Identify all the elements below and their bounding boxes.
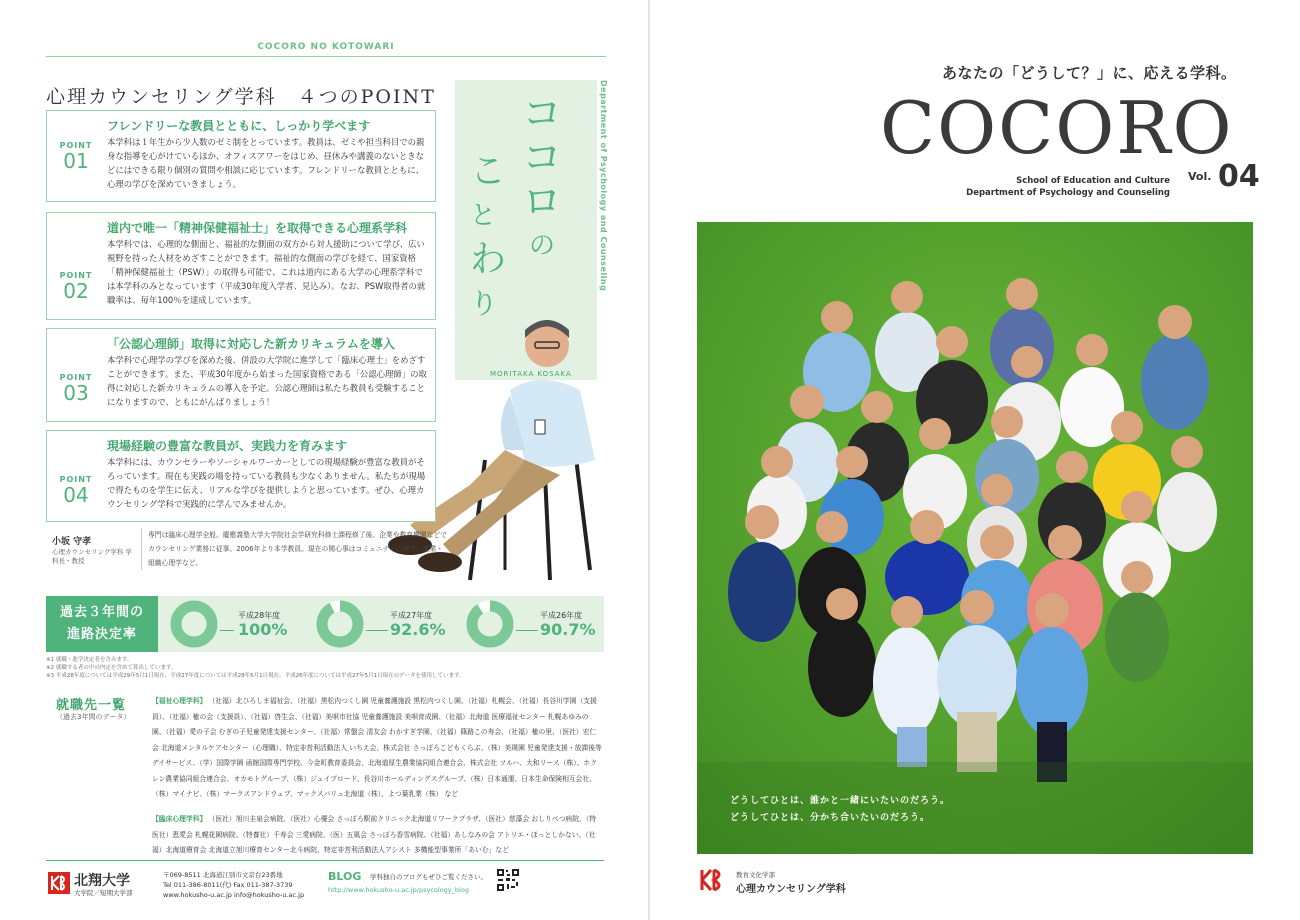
university-sub: 大学院／短期大学部 bbox=[74, 889, 133, 897]
jobs-text: （医社）旭川圭泉会病院、（医社）心優会 さっぽろ駅前クリニック北海道リワークプラザ、（医社）慈藻会 おしりべつ病院、（特医社）恵愛会 札幌花園病院、（特養社）千寿会 三愛病院、（医）五風会 さっぽろ香雪病院、（社福）あしなみの会 アトリエ・ほっとしかない、（社福）北海道療育会 北海道立旭川療育センター北斗病院、特定非営利活動法人アシスト 多機能型事業所「あいむ」など bbox=[152, 815, 597, 854]
jobs-list-1 bbox=[152, 694, 602, 803]
photo-caption bbox=[730, 793, 950, 827]
department-logo-name: 心理カウンセリング学科 bbox=[736, 884, 846, 895]
vertical-title-char: わ bbox=[470, 239, 507, 280]
donut-chart-0 bbox=[170, 600, 218, 648]
university-logo-icon bbox=[698, 866, 726, 894]
page-title: 心理カウンセリング学科 ４つのPOINT bbox=[46, 86, 436, 108]
donut-arc bbox=[472, 606, 508, 642]
point-heading: 道内で唯一「精神保健福祉士」を取得できる心理系学科 bbox=[107, 221, 408, 235]
footer-rule bbox=[46, 860, 604, 861]
point-body: 本学科には、カウンセラーやソーシャルワーカーとしての現場経験が豊富な教員がそろっています。現在も実践の場を持っている教員も少なくありません。私たちが現場で得たものを学生に伝え、リアルな学びを提供しようと思っています。ぜひ、心理カウンセリング学科で実践的に学んでみませんか。 bbox=[107, 457, 426, 509]
school-name: School of Education and Culture bbox=[1016, 176, 1170, 186]
caption-line: どうしてひとは、分かち合いたいのだろう。 bbox=[730, 813, 931, 823]
rate-year: 平成26年度 bbox=[540, 611, 583, 620]
point-word: POINT bbox=[59, 475, 93, 484]
jobs-text: （社福）北ひろしま福祉会、（社福）黒松内つくし園 児童養護施設 黒松内つくし園、（社福）札幌会、（社福）長谷川学園（支援員）、（社福）楡の会（支援員）、（社福）啓生会、（社福）美唄市社協 児童養護施設 美唄育成園、（社福）北海道 医療福祉センター 札幌あゆみの園、（社福）愛の子会 むぎの子児童発達支援センター、（社福）常盤会 清友会 わかすぎ学園、（社福）篠路この寿会、（社福）楡の里、（医社）宏仁会 北海道メンタルケアセンター（心理職）、特定非営利活動法人 いちえ会、株式会社 さっぽろこどもくらぶ、（株）美瑛園 児童発達支援・放課後等デイサービス、（学）国際学園 函館国際専門学校、今金町教育委員会、北海道厚生農業協同組合連合会、株式会社 ツルハ、大和リース（株）、ホクレン農業協同組合連合会、オカモトグループ、（株）ジェイブロード、長谷川ホールディングスグループ、（株）日本通運、日本生命保険相互会社、（株）マイナビ、（株）マークスアンドウェブ、マックスバリュ北海道（株）、よつ葉乳業（株） など bbox=[152, 697, 602, 798]
shirt bbox=[510, 380, 595, 467]
donut-arc bbox=[322, 606, 358, 642]
address-line: 〒069-8511 北海道江別市文京台23番地 bbox=[163, 871, 283, 879]
point-word: POINT bbox=[59, 373, 93, 382]
vertical-title-char: の bbox=[528, 231, 555, 261]
career-rate-label bbox=[46, 596, 158, 652]
leader-line bbox=[516, 630, 538, 631]
university-logo-icon bbox=[48, 872, 70, 894]
phone-line: Tel 011-386-8011(代) Fax 011-387-3739 bbox=[163, 881, 293, 889]
professor-description: 専門は臨床心理学全般。慶應義塾大学大学院社会学研究科修士課程修了後、企業や教育機関などでカウンセリング業務に従事。2006年より本学教員。現在の関心事はコミュニティ心理学、産業・組織心理学など。 bbox=[141, 528, 448, 570]
point-word: POINT bbox=[59, 271, 93, 280]
cover-group-photo bbox=[697, 222, 1253, 854]
point-heading: フレンドリーな教員とともに、しっかり学べます bbox=[107, 119, 371, 133]
point-01 bbox=[46, 110, 436, 202]
point-label bbox=[51, 271, 101, 302]
donut-chart-2 bbox=[466, 600, 514, 648]
volume-label: Vol. bbox=[1188, 170, 1212, 183]
note-line: ※2 就職する者の中の内定を含めて算出しています。 bbox=[46, 665, 177, 671]
point-heading: 「公認心理師」取得に対応した新カリキュラムを導入 bbox=[107, 337, 395, 351]
point-label bbox=[51, 141, 101, 172]
professor-info bbox=[46, 528, 636, 578]
person-name-en: MORITAKA KOSAKA bbox=[490, 370, 572, 378]
donut-arc bbox=[176, 606, 212, 642]
blog-label: BLOG bbox=[328, 870, 362, 883]
leader-line bbox=[220, 630, 234, 631]
vertical-title-char: こ bbox=[470, 151, 507, 192]
rate-notes bbox=[46, 656, 606, 680]
section-label: COCORO NO KOTOWARI bbox=[46, 42, 606, 57]
point-body: 本学科は１年生から少人数のゼミ制をとっています。教員は、ゼミや担当科目での親身な指導を心がけているほか、オフィスアワーをはじめ、昼休みや講義のないときなどにはできる限り個別の質問や相談に応じています。フレンドリーな教員とともに、心理の学びを深めていきましょう。 bbox=[107, 137, 425, 189]
jobs-category: 【臨床心理学科】 bbox=[152, 815, 207, 823]
rate-year: 平成27年度 bbox=[390, 611, 433, 620]
vertical-title bbox=[518, 92, 598, 268]
rate-percent: 92.6% bbox=[390, 620, 446, 639]
web-line[interactable]: www.hokusho-u.ac.jp info@hokusho-u.ac.jp bbox=[163, 891, 305, 899]
point-label bbox=[51, 373, 101, 404]
blog-text: 学科独自のブログもぜひご覧ください。 bbox=[370, 873, 487, 881]
jobs-subtitle: （過去3年間のデータ） bbox=[56, 713, 131, 721]
rate-percent: 90.7% bbox=[540, 620, 596, 639]
point-body: 本学科で心理学の学びを深めた後、併設の大学院に進学して「臨床心理士」をめざすことができます。また、平成30年度から始まった国家資格である「公認心理師」の取得に対応した新カリキュラムの導入を予定。公認心理師は私たち教員も受験することになりますので、ともにがんばりましょう！ bbox=[107, 355, 427, 407]
vertical-title-char: と bbox=[470, 201, 497, 231]
professor-name: 小坂 守孝 bbox=[52, 537, 92, 547]
university-name: 北翔大学 bbox=[74, 873, 130, 889]
career-rate-panel bbox=[46, 596, 604, 652]
career-rate-label-line: 過去３年間の bbox=[59, 605, 144, 620]
department-name: Department of Psychology and Counseling bbox=[966, 188, 1170, 198]
point-label bbox=[51, 475, 101, 506]
point-body: 本学科では、心理的な側面と、福祉的な側面の双方から対人援助について学び、広い視野を持った人材をめざすことができます。福祉的な側面の学びを経て、国家資格「精神保健福祉士（PSW）」の取得も可能で、これは道内にある大学の心理系学科では本学科のみとなっています（平成30年度入学者、見込み）。なお、PSW取得者の就職率は、毎年100％を達成しています。 bbox=[107, 239, 426, 305]
point-number: 01 bbox=[63, 149, 89, 173]
note-line: ※1 就職・進学決定者を含みます。 bbox=[46, 657, 133, 663]
contact-address bbox=[163, 870, 333, 900]
jobs-category: 【福祉心理学科】 bbox=[152, 697, 207, 705]
cover-tagline: あなたの「どうして？」に、応える学科。 bbox=[942, 64, 1237, 82]
career-rate-label-line: 進路決定率 bbox=[66, 627, 137, 642]
department-vertical-label: Department of Psychology and Counseling bbox=[599, 80, 608, 292]
faculty-name: 教育文化学部 bbox=[736, 871, 775, 879]
right-page bbox=[650, 0, 1300, 920]
point-heading: 現場経験の豊富な教員が、実践力を育みます bbox=[107, 439, 348, 453]
volume-number: 04 bbox=[1218, 159, 1260, 194]
point-number: 02 bbox=[63, 279, 89, 303]
point-number: 04 bbox=[63, 483, 89, 507]
rate-year: 平成28年度 bbox=[238, 611, 281, 620]
jobs-list-2 bbox=[152, 812, 602, 859]
vertical-title-char: コ bbox=[522, 135, 562, 181]
point-word: POINT bbox=[59, 141, 93, 150]
donut-chart-1 bbox=[316, 600, 364, 648]
point-02 bbox=[46, 212, 436, 320]
blog-link[interactable]: http://www.hokusho-u.ac.jp/psycology_blog bbox=[328, 886, 469, 894]
vertical-title-char: ロ bbox=[522, 179, 562, 225]
qr-code-icon[interactable] bbox=[496, 868, 520, 892]
note-line: ※3 平成28年度については平成29年5月1日現在、平成27年度については平成28年5月1日現在、平成26年度については平成27年5月1日現在のデータを使用しています。 bbox=[46, 673, 465, 679]
point-04 bbox=[46, 430, 436, 522]
rate-percent: 100% bbox=[238, 620, 288, 639]
vertical-title-char: り bbox=[470, 287, 499, 320]
leader-line bbox=[366, 630, 388, 631]
point-03 bbox=[46, 328, 436, 422]
magazine-title: COCORO bbox=[880, 86, 1234, 170]
point-number: 03 bbox=[63, 381, 89, 405]
vertical-title-char: コ bbox=[522, 91, 562, 137]
jobs-title: 就職先一覧 bbox=[56, 698, 127, 713]
caption-line: どうしてひとは、誰かと一緒にいたいのだろう。 bbox=[730, 796, 951, 806]
professor-title: 心理カウンセリング学科 学科長・教授 bbox=[52, 548, 132, 565]
